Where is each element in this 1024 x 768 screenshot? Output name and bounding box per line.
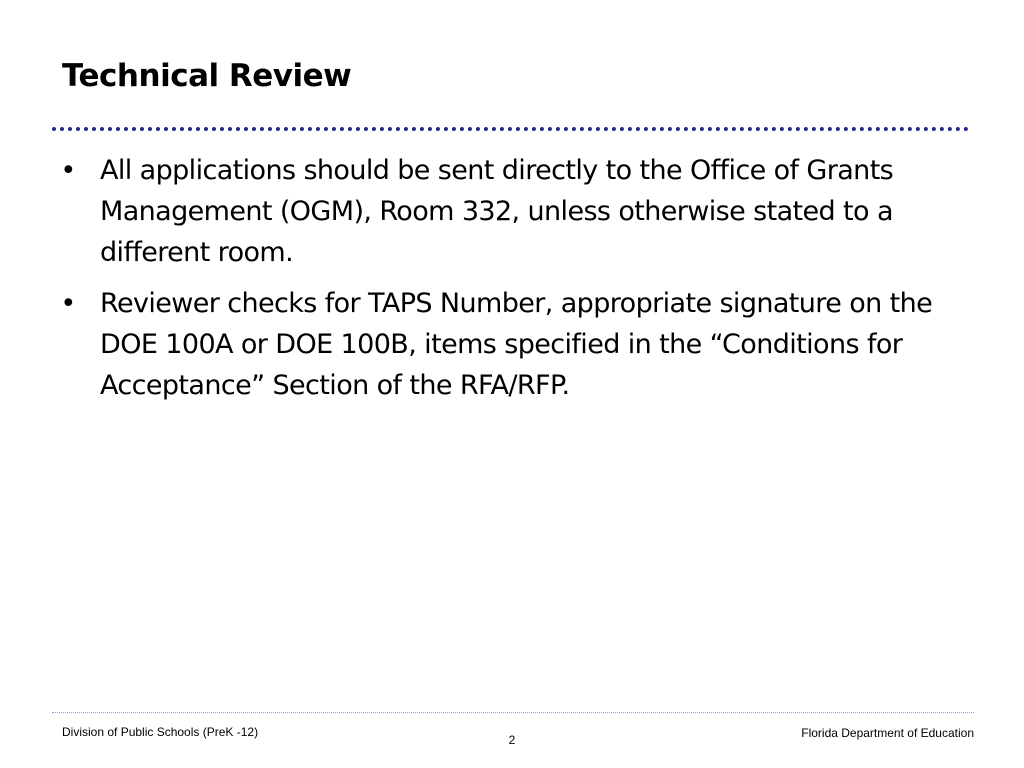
bullet-text: Reviewer checks for TAPS Number, appropriate signature on the DOE 100A or DOE 100B, items specified in the “Conditions for Acceptance” Section of the RFA/RFP.	[100, 288, 933, 401]
bullet-item	[58, 283, 978, 406]
bullet-text: All applications should be sent directly to the Office of Grants Management (OGM), Room 332, unless otherwise stated to a different room.	[100, 155, 894, 268]
page-number: 2	[508, 733, 516, 747]
slide-title: Technical Review	[62, 58, 352, 94]
bullet-marker: •	[60, 155, 76, 186]
title-divider	[52, 127, 969, 131]
bullet-list	[58, 150, 978, 416]
footer-organization-label: Florida Department of Education	[801, 726, 974, 740]
footer-divider	[52, 712, 974, 713]
bullet-item	[58, 150, 978, 273]
bullet-marker: •	[60, 288, 76, 319]
footer-division-label: Division of Public Schools (PreK -12)	[62, 725, 259, 739]
